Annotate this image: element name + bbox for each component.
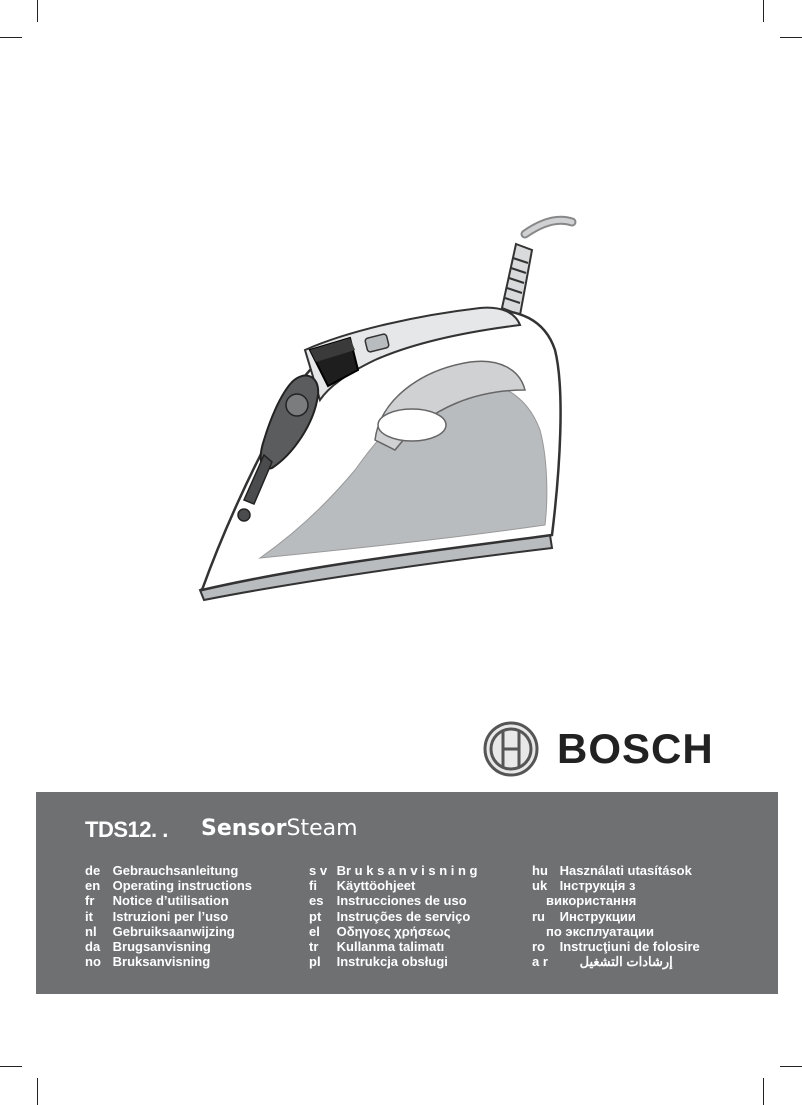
language-item: ru Инструкции	[532, 908, 636, 924]
crop-mark-bottom-right-h	[780, 1066, 802, 1067]
temperature-dial	[378, 409, 446, 441]
language-item: pl Instrukcja obsługi	[309, 954, 448, 970]
language-item: hu Használati utasítások	[532, 863, 692, 878]
crop-mark-top-right-v	[763, 0, 764, 22]
language-item: fi Käyttöohjeet	[309, 878, 416, 894]
language-item: it Istruzioni per l’uso	[85, 908, 229, 924]
language-column-3	[532, 863, 700, 969]
language-item: no Bruksanvisning	[85, 954, 211, 970]
language-item: de Gebrauchsanleitung	[85, 863, 239, 878]
product-name	[201, 816, 358, 842]
product-name-bold: Sensor	[201, 816, 287, 841]
language-item: en Operating instructions	[85, 878, 253, 894]
title-band	[36, 792, 778, 994]
crop-mark-top-left-v	[37, 0, 38, 22]
language-item: ro Instrucţiuni de folosire	[532, 938, 700, 954]
crop-mark-bottom-left-v	[37, 1078, 38, 1105]
language-item: s v Br u k s a n v i s n i n g	[309, 863, 478, 878]
spray-nozzle	[238, 509, 250, 521]
crop-mark-top-left-h	[0, 37, 22, 38]
language-item: a r إرشادات التشغيل	[532, 954, 673, 970]
language-item: es Instrucciones de uso	[309, 893, 467, 909]
product-name-regular: Steam	[286, 816, 358, 841]
language-item: da Brugsanvisning	[85, 938, 211, 954]
language-column-1	[85, 863, 252, 969]
crop-mark-top-right-h	[780, 37, 802, 38]
language-item: uk Інструкція з	[532, 878, 636, 894]
crop-mark-bottom-right-v	[763, 1078, 764, 1105]
language-item-continued: використання	[546, 893, 637, 909]
brand-name: BOSCH	[557, 725, 714, 772]
model-number: TDS12. .	[85, 817, 168, 842]
bosch-armature-icon	[483, 721, 539, 777]
cord-protector	[502, 244, 532, 315]
language-item: nl Gebruiksaanwijzing	[85, 923, 235, 939]
brand-lockup	[483, 721, 723, 777]
dial-knob-icon	[286, 394, 308, 416]
language-column-2	[309, 863, 478, 969]
language-item: tr Kullanma talimatı	[309, 938, 445, 954]
language-item: el Οδηγοες χρήσεως	[309, 923, 451, 939]
steam-iron-illustration	[180, 200, 600, 620]
crop-mark-bottom-left-h	[0, 1066, 22, 1067]
language-item-continued: по эксплуатации	[546, 923, 654, 939]
language-item: pt Instruções de serviço	[309, 908, 471, 924]
language-item: fr Notice d’utilisation	[85, 893, 229, 909]
